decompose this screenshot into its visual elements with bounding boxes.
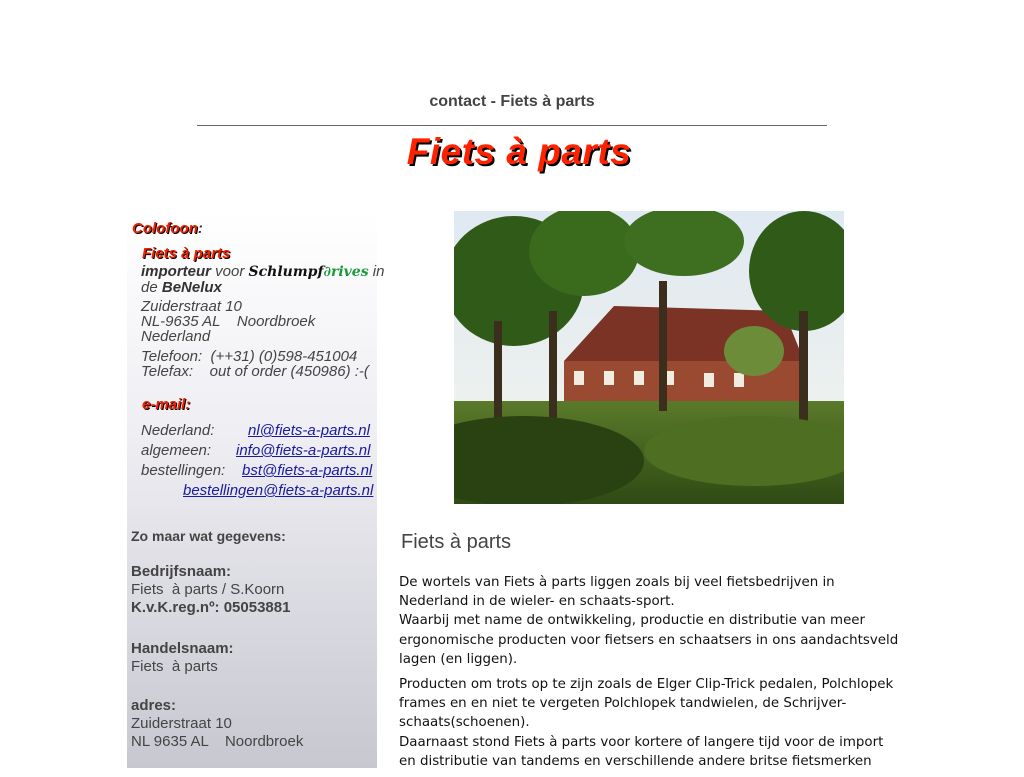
site-title: Fiets à parts [406,131,632,172]
main-heading: Fiets à parts [401,531,512,553]
paragraph-products: Producten om trots op te zijn zoals de Elger Clip-Trick pedalen, Polchlopek frames en en niet te vergeten Polchlopek tandwielen, de Schrijver-schaats(schoenen). Daarnaast stond Fiets à parts voor kortere of langere tijd voor de import en distributie van tandems en verschillende andere britse fietsmerken [399,677,894,769]
breadcrumb: contact - Fiets à parts [429,93,595,110]
farmhouse-photo [454,211,844,504]
email-link-bst[interactable]: bst@fiets-a-parts.nl [242,462,373,479]
schlumpf-drives-logo: Schlumpf∂rives [248,264,369,280]
handelsnaam-label: Handelsnaam: [131,640,234,657]
email-label: Nederland: [141,422,215,439]
adres-label: adres: [131,697,177,714]
header-divider [197,125,827,126]
email-row-bestellingen [141,462,225,479]
fax-number: Telefax: out of order (450986) :-( [141,363,369,380]
bedrijfsnaam-block [131,563,290,617]
kvk-number: K.v.K.reg.nº: 05053881 [131,599,291,616]
address-street: Zuiderstraat 10 [141,298,242,315]
paragraph-roots: De wortels van Fiets à parts liggen zoals bij veel fietsbedrijven in Nederland in de wieler- en schaats-sport. Waarbij met name de ontwikkeling, productie en distributie van meer ergonomische producten voor fietsers en schaatsers in ons aandachtsveld lagen (en liggen). [399,575,899,667]
address-block [141,299,315,344]
phone-block [141,349,369,379]
adres-block [131,697,303,751]
handelsnaam-value: Fiets à parts [131,658,218,675]
importeur-text: importeur voor Schlumpf∂rives in de BeNelux [141,263,385,296]
email-label: bestellingen: [141,462,226,479]
email-link-info[interactable]: info@fiets-a-parts.nl [236,442,371,459]
adres-street: Zuiderstraat 10 [131,715,232,732]
adres-city: NL 9635 AL Noordbroek [131,733,304,750]
handelsnaam-block [131,640,234,676]
email-row-nederland [141,422,214,439]
contact-sidebar [127,212,385,768]
bedrijfsnaam-value: Fiets à parts / S.Koorn [131,581,285,598]
email-label: algemeen: [141,442,212,459]
gegevens-heading: Zo maar wat gegevens: [131,528,286,544]
address-country: Nederland [141,328,211,345]
phone-number: Telefoon: (++31) (0)598-451004 [141,348,358,365]
address-city: NL-9635 AL Noordbroek [141,313,316,330]
email-heading: e-mail: [142,396,191,413]
email-link-bestellingen[interactable]: bestellingen@fiets-a-parts.nl [183,482,374,499]
bedrijfsnaam-label: Bedrijfsnaam: [131,563,232,580]
email-row-algemeen [141,442,211,459]
email-link-nl[interactable]: nl@fiets-a-parts.nl [248,422,370,439]
brand-name: Fiets à parts [142,245,231,262]
main-content [399,573,899,777]
colofoon-heading: Colofoon: [132,220,203,237]
